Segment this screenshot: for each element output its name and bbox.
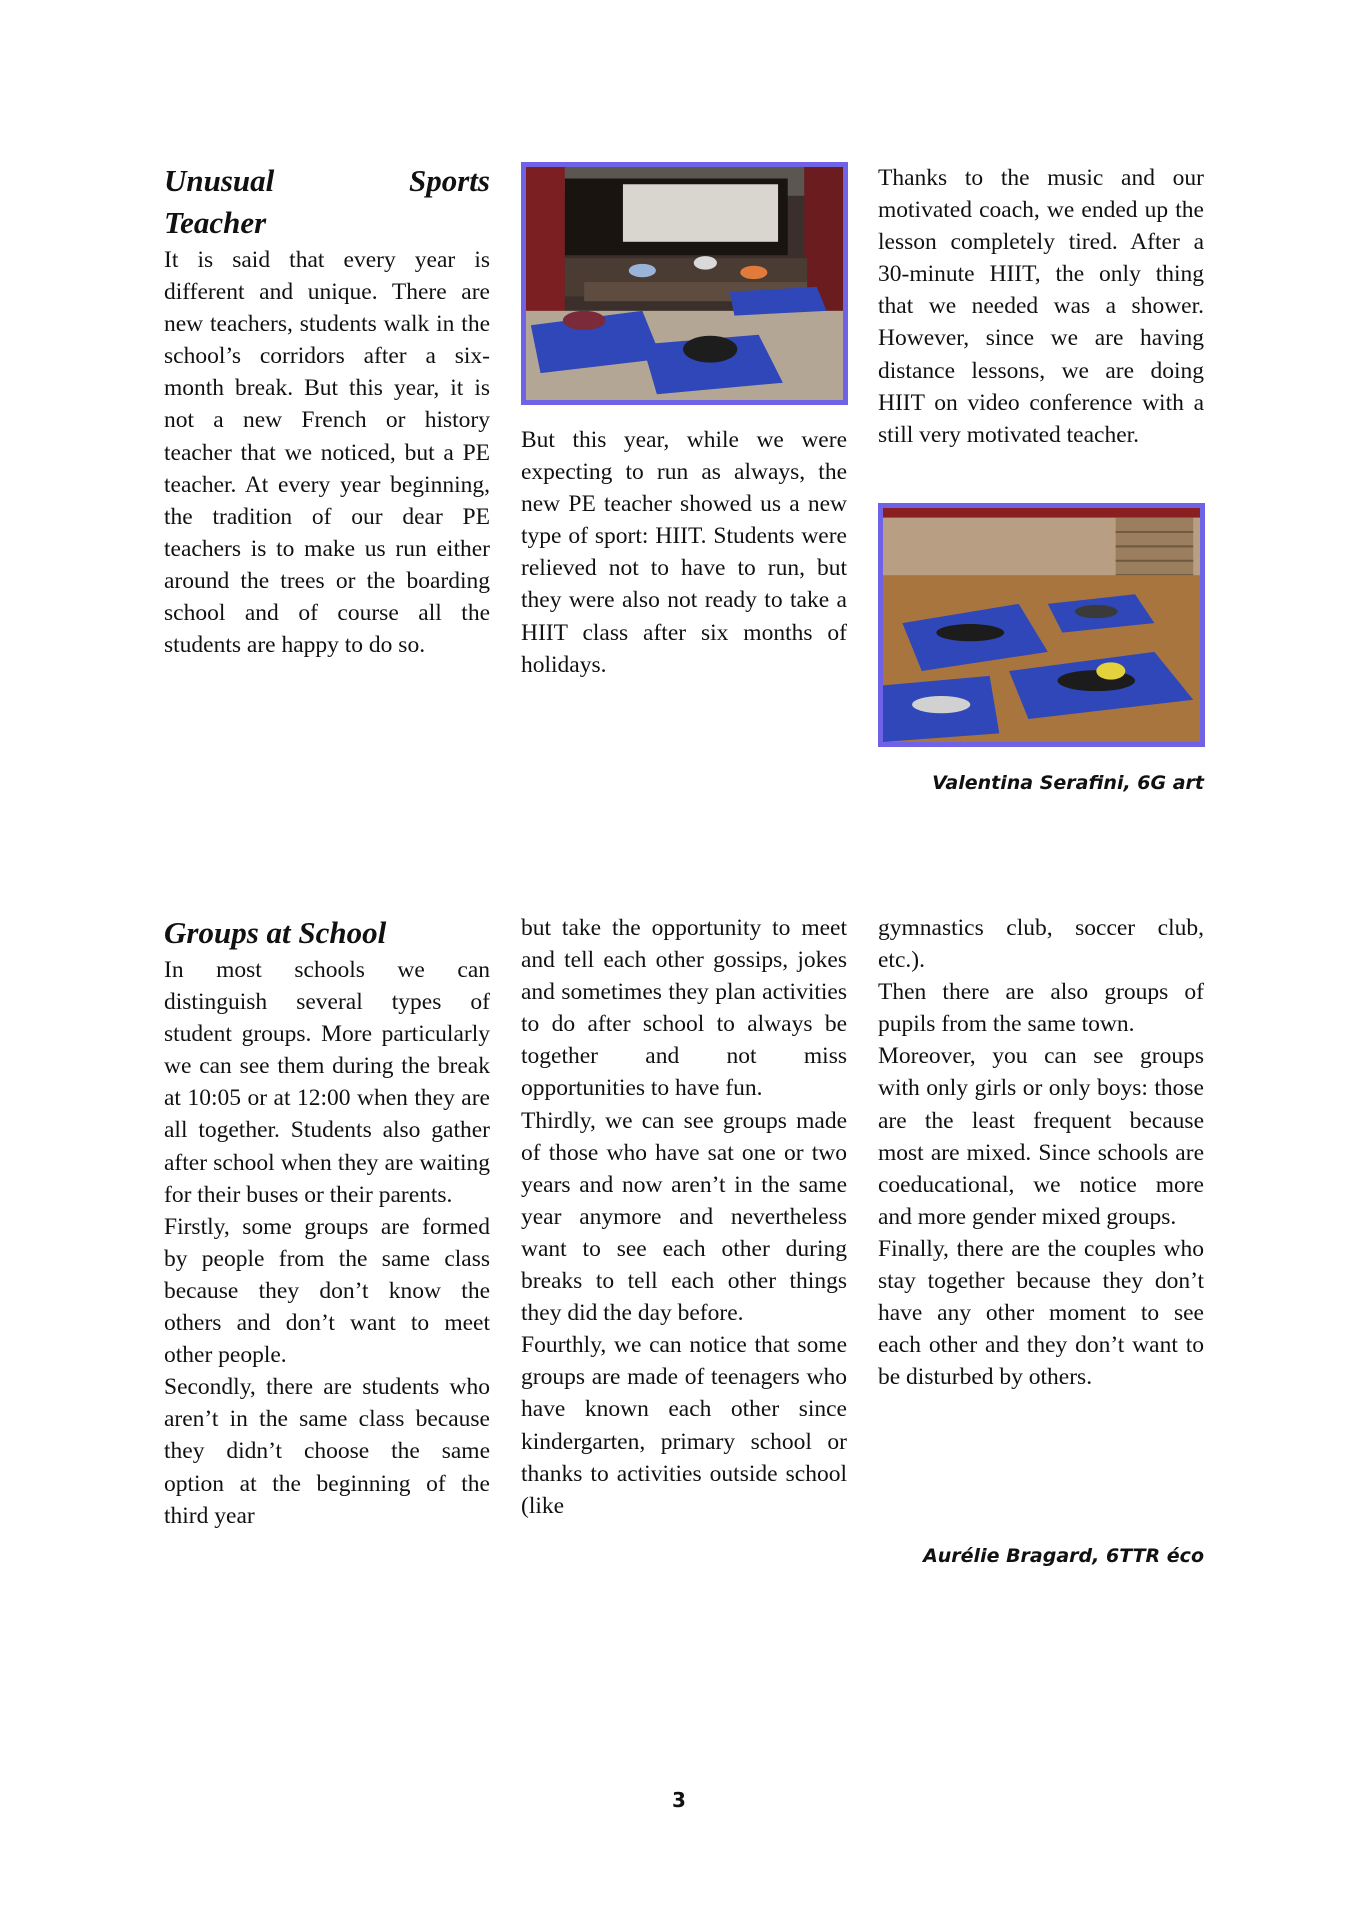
article1-paragraph-3: Thanks to the music and our motivated coach, we ended up the lesson completely tired. After a 30-minute HIIT, the only thing that we needed was a shower. However, since we are having distance lessons, we are doing HIIT on video conference with a still very motivated teacher. (878, 165, 1204, 448)
article2-paragraph-10: Finally, there are the couples who stay together because they don’t have any other moment to see each other and they don’t want to be disturbed by others. (878, 1235, 1204, 1391)
article1-title-line1: Unusual Sports (164, 163, 490, 198)
article1-column-1 (164, 160, 490, 661)
article2-paragraph-5: Thirdly, we can see groups made of those who have sat one or two years and now aren’t in the same year anymore and nevertheless want to see each other during breaks to tell each other things they did the day before. (521, 1107, 847, 1327)
article2-column-2 (521, 912, 847, 1522)
article2-paragraph-2: Firstly, some groups are formed by people from the same class because they don’t know the others and don’t want to meet other people. (164, 1213, 490, 1369)
article1-title-line2: Teacher (164, 205, 267, 240)
photo-hiit-stage (521, 162, 848, 405)
article2-paragraph-8: Then there are also groups of pupils from the same town. (878, 979, 1204, 1038)
article1-column-3 (878, 162, 1204, 451)
article1-byline: Valentina Serafini, 6G art (932, 772, 1204, 794)
article2-title: Groups at School (164, 915, 387, 950)
article1-paragraph-1: It is said that every year is different and unique. There are new teachers, students walk in the school’s corridors after a six-month break. But this year, it is not a new French or history teacher that we noticed, but a PE teacher. At every year beginning, the tradition of our dear PE teachers is to make us run either around the trees or the boarding school and of course all the students are happy to do so. (164, 247, 490, 659)
page-number: 3 (672, 1788, 686, 1812)
article2-paragraph-4: but take the opportunity to meet and tell each other gossips, jokes and sometimes they plan activities to do after school to always be together and not miss opportunities to have fun. (521, 915, 847, 1102)
article2-paragraph-1: In most schools we can distinguish several types of student groups. More particularly we can see them during the break at 10:05 or at 12:00 when they are all together. Students also gather after school when they are waiting for their buses or their parents. (164, 957, 490, 1208)
article1-paragraph-2: But this year, while we were expecting to run as always, the new PE teacher showed us a new type of sport: HIIT. Students were relieved not to have to run, but they were also not ready to take a HIIT class after six months of holidays. (521, 427, 847, 678)
photo-hiit-gym (878, 503, 1205, 747)
article2-paragraph-3: Secondly, there are students who aren’t in the same class because they didn’t choose the same option at the beginning of the third year (164, 1374, 490, 1529)
article2-column-1 (164, 912, 490, 1532)
article2-paragraph-6: Fourthly, we can notice that some groups are made of teenagers who have known each other since kindergarten, primary school or thanks to activities outside school (like (521, 1332, 847, 1519)
article2-column-3 (878, 912, 1204, 1393)
article1-column-2 (521, 424, 847, 681)
article2-paragraph-9: Moreover, you can see groups with only girls or only boys: those are the least frequent because most are mixed. Since schools are coeducational, we notice more and more gender mixed groups. (878, 1043, 1204, 1230)
article2-paragraph-7: gymnastics club, soccer club, etc.). (878, 915, 1204, 974)
article2-byline: Aurélie Bragard, 6TTR éco (923, 1545, 1204, 1567)
